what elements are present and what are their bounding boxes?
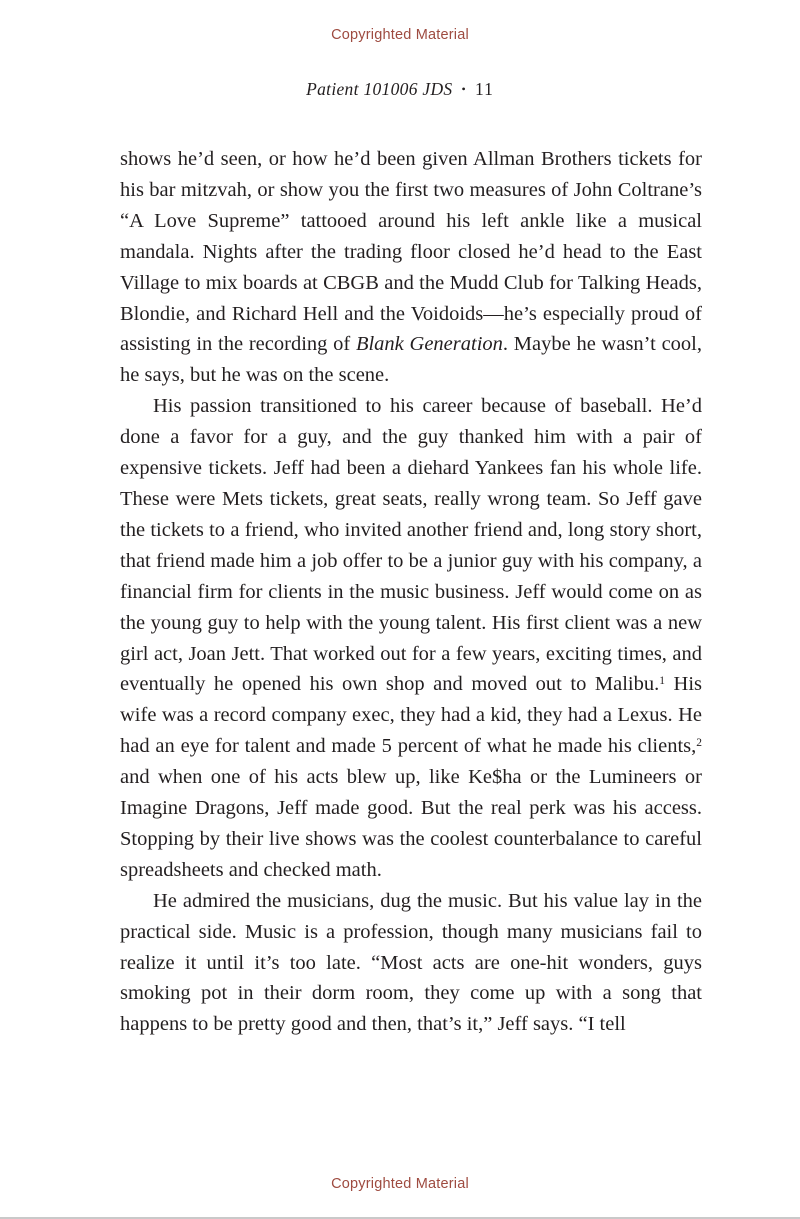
footnote-marker: 1 [659, 675, 665, 688]
copyright-notice-top: Copyrighted Material [331, 27, 469, 43]
text-run: His passion transitioned to his career because of baseball. He’d done a favor for a guy, and the guy thanked him with a pair of expensive tickets. Jeff had been a diehard Yankees fan his whole life. These were Mets tickets, great seats, really wrong team. So Jeff gave the tickets to a friend, who invited another friend and, long story short, that friend made him a job offer to be a junior guy with his company, a financial firm for clients in the music business. Jeff would come on as the young guy to help with the young talent. His first client was a new girl act, Joan Jett. That worked out for a few years, exciting times, and eventually he opened his own shop and moved out to Malibu. [120, 395, 702, 696]
header-separator: • [461, 82, 466, 96]
text-run: shows he’d seen, or how he’d been given Allman Brothers tickets for his bar mitzvah, or show you the first two measures of John Coltrane’s “A Love Supreme” tattooed around his left ankle like a musical mandala. Nights after the trading floor closed he’d head to the East Village to mix boards at CBGB and the Mudd Club for Talking Heads, Blondie, and Richard Hell and the Voidoids—he’s especially proud of assisting in the recording of [120, 148, 702, 356]
text-run: His wife was a record company exec, they had a kid, they had a Lexus. He had an eye for talent and made 5 percent of what he made his clients, [120, 673, 702, 758]
paragraph [120, 391, 702, 886]
copyright-notice-bottom: Copyrighted Material [331, 1176, 469, 1192]
text-run: He admired the musicians, dug the music. But his value lay in the practical side. Music is a profession, though many musicians fail to realize it until it’s too late. “Most acts are one-hit wonders, guys smoking pot in their dorm room, they come up with a song that happens to be pretty good and then, that’s it,” Jeff says. “I tell [120, 889, 702, 1036]
header-title: Patient 101006 JDS [306, 79, 453, 99]
text-run: . Maybe he wasn’t cool, he says, but he was on the scene. [120, 333, 702, 387]
body-text [120, 144, 702, 1040]
italic-text: Blank Generation [355, 333, 503, 356]
footnote-marker: 2 [696, 737, 702, 750]
running-header [0, 79, 800, 100]
paragraph [120, 144, 702, 391]
paragraph [120, 886, 702, 1041]
page-number: 11 [475, 79, 494, 99]
text-run: and when one of his acts blew up, like Ke$ha or the Lumineers or Imagine Dragons, Jeff made good. But the real perk was his access. Stopping by their live shows was the coolest counterbalance to careful spreadsheets and checked math. [120, 766, 702, 881]
